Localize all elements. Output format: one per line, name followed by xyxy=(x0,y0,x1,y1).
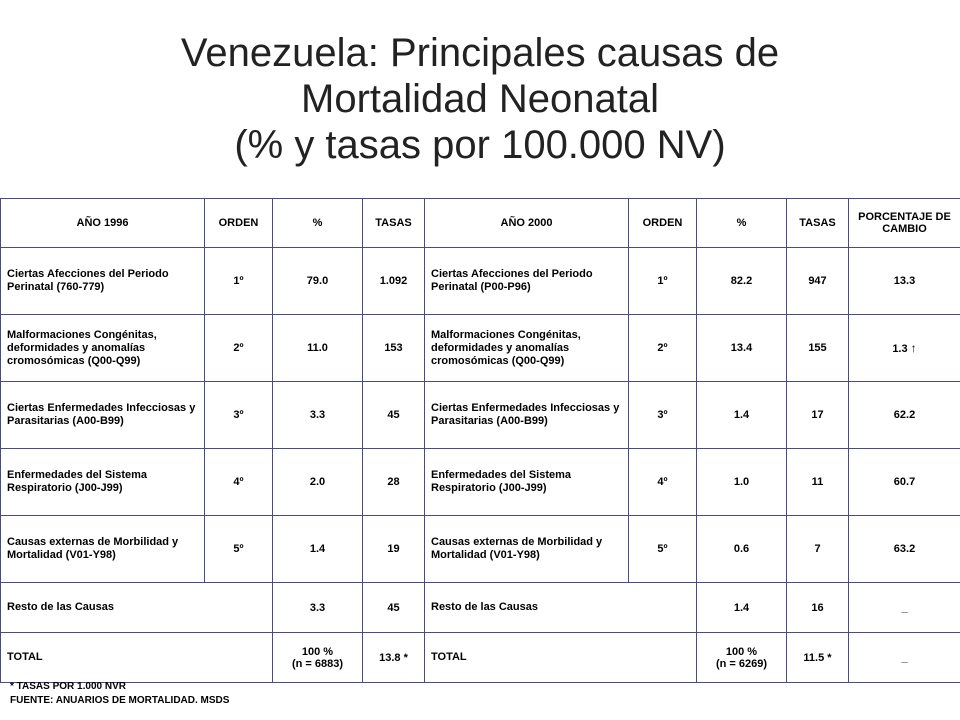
order-1996: 5º xyxy=(205,516,273,583)
pct-1996: 1.4 xyxy=(273,516,363,583)
pct-2000: 82.2 xyxy=(697,248,787,315)
rate-1996: 1.092 xyxy=(363,248,425,315)
cause-1996: Ciertas Afecciones del Periodo Perinatal (760-779) xyxy=(1,248,205,315)
title-line-3: (% y tasas por 100.000 NV) xyxy=(234,123,726,167)
table-row xyxy=(1,449,960,516)
arrow-up-icon: ↑ xyxy=(910,341,917,355)
cause-1996: Malformaciones Congénitas, deformidades y anomalías cromosómicas (Q00-Q99) xyxy=(1,315,205,382)
header-year-2000: AÑO 2000 xyxy=(425,199,629,248)
rate-footnote: * TASAS POR 1.000 NVR xyxy=(10,681,126,692)
title-line-1: Venezuela: Principales causas de xyxy=(180,31,780,75)
header-order-2000: ORDEN xyxy=(629,199,697,248)
order-2000: 2º xyxy=(629,315,697,382)
header-order-1996: ORDEN xyxy=(205,199,273,248)
causes-table xyxy=(0,198,960,683)
pct-1996: 3.3 xyxy=(273,382,363,449)
footnotes xyxy=(10,680,229,708)
rest-row xyxy=(1,583,960,633)
total-n-1996: (n = 6883) xyxy=(291,657,344,670)
cause-2000: Ciertas Enfermedades Infecciosas y Parasitarias (A00-B99) xyxy=(425,382,629,449)
total-change: _ xyxy=(849,633,960,683)
total-pct-2000: 100 % xyxy=(725,645,758,658)
header-year-1996: AÑO 1996 xyxy=(1,199,205,248)
rate-2000: 11 xyxy=(787,449,849,516)
order-1996: 1º xyxy=(205,248,273,315)
pct-2000: 1.4 xyxy=(697,382,787,449)
header-pct-2000: % xyxy=(697,199,787,248)
table-row xyxy=(1,315,960,382)
rest-pct-2000: 1.4 xyxy=(697,583,787,633)
pct-2000: 0.6 xyxy=(697,516,787,583)
pct-2000: 1.0 xyxy=(697,449,787,516)
header-rate-1996: TASAS xyxy=(363,199,425,248)
change-value: 1.3 xyxy=(892,343,908,355)
rest-cause-1996: Resto de las Causas xyxy=(1,583,273,633)
pct-2000: 13.4 xyxy=(697,315,787,382)
rest-cause-2000: Resto de las Causas xyxy=(425,583,697,633)
rate-1996: 45 xyxy=(363,382,425,449)
header-row xyxy=(1,199,960,248)
cause-2000: Causas externas de Morbilidad y Mortalidad (V01-Y98) xyxy=(425,516,629,583)
change-cell xyxy=(849,315,960,382)
order-2000: 3º xyxy=(629,382,697,449)
cause-1996: Ciertas Enfermedades Infecciosas y Parasitarias (A00-B99) xyxy=(1,382,205,449)
change-value: 63.2 xyxy=(849,516,960,583)
slide-title xyxy=(0,30,960,168)
order-2000: 4º xyxy=(629,449,697,516)
title-line-2: Mortalidad Neonatal xyxy=(301,77,659,121)
table-row xyxy=(1,516,960,583)
cause-1996: Causas externas de Morbilidad y Mortalidad (V01-Y98) xyxy=(1,516,205,583)
total-n-2000: (n = 6269) xyxy=(715,657,768,670)
source-footnote: FUENTE: ANUARIOS DE MORTALIDAD. MSDS xyxy=(10,695,230,706)
table-row xyxy=(1,382,960,449)
cause-2000: Ciertas Afecciones del Periodo Perinatal (P00-P96) xyxy=(425,248,629,315)
change-value: 62.2 xyxy=(849,382,960,449)
table-row xyxy=(1,248,960,315)
rate-2000: 155 xyxy=(787,315,849,382)
total-label-1996: TOTAL xyxy=(1,633,273,683)
rate-2000: 947 xyxy=(787,248,849,315)
total-rate-1996: 13.8 * xyxy=(363,633,425,683)
rest-pct-1996: 3.3 xyxy=(273,583,363,633)
header-change: PORCENTAJE DE CAMBIO xyxy=(849,199,960,248)
rate-1996: 28 xyxy=(363,449,425,516)
pct-1996: 11.0 xyxy=(273,315,363,382)
rate-2000: 17 xyxy=(787,382,849,449)
order-1996: 3º xyxy=(205,382,273,449)
order-2000: 1º xyxy=(629,248,697,315)
rest-rate-2000: 16 xyxy=(787,583,849,633)
rest-change: _ xyxy=(849,583,960,633)
order-1996: 2º xyxy=(205,315,273,382)
header-rate-2000: TASAS xyxy=(787,199,849,248)
total-pct-1996-cell xyxy=(273,633,363,683)
cause-1996: Enfermedades del Sistema Respiratorio (J00-J99) xyxy=(1,449,205,516)
total-label-2000: TOTAL xyxy=(425,633,697,683)
order-2000: 5º xyxy=(629,516,697,583)
total-pct-2000-cell xyxy=(697,633,787,683)
change-value: 60.7 xyxy=(849,449,960,516)
rest-rate-1996: 45 xyxy=(363,583,425,633)
total-rate-2000: 11.5 * xyxy=(787,633,849,683)
rate-2000: 7 xyxy=(787,516,849,583)
rate-1996: 153 xyxy=(363,315,425,382)
order-1996: 4º xyxy=(205,449,273,516)
rate-1996: 19 xyxy=(363,516,425,583)
pct-1996: 79.0 xyxy=(273,248,363,315)
cause-2000: Enfermedades del Sistema Respiratorio (J00-J99) xyxy=(425,449,629,516)
total-row xyxy=(1,633,960,683)
total-pct-1996: 100 % xyxy=(301,645,334,658)
change-value: 13.3 xyxy=(849,248,960,315)
pct-1996: 2.0 xyxy=(273,449,363,516)
header-pct-1996: % xyxy=(273,199,363,248)
cause-2000: Malformaciones Congénitas, deformidades y anomalías cromosómicas (Q00-Q99) xyxy=(425,315,629,382)
